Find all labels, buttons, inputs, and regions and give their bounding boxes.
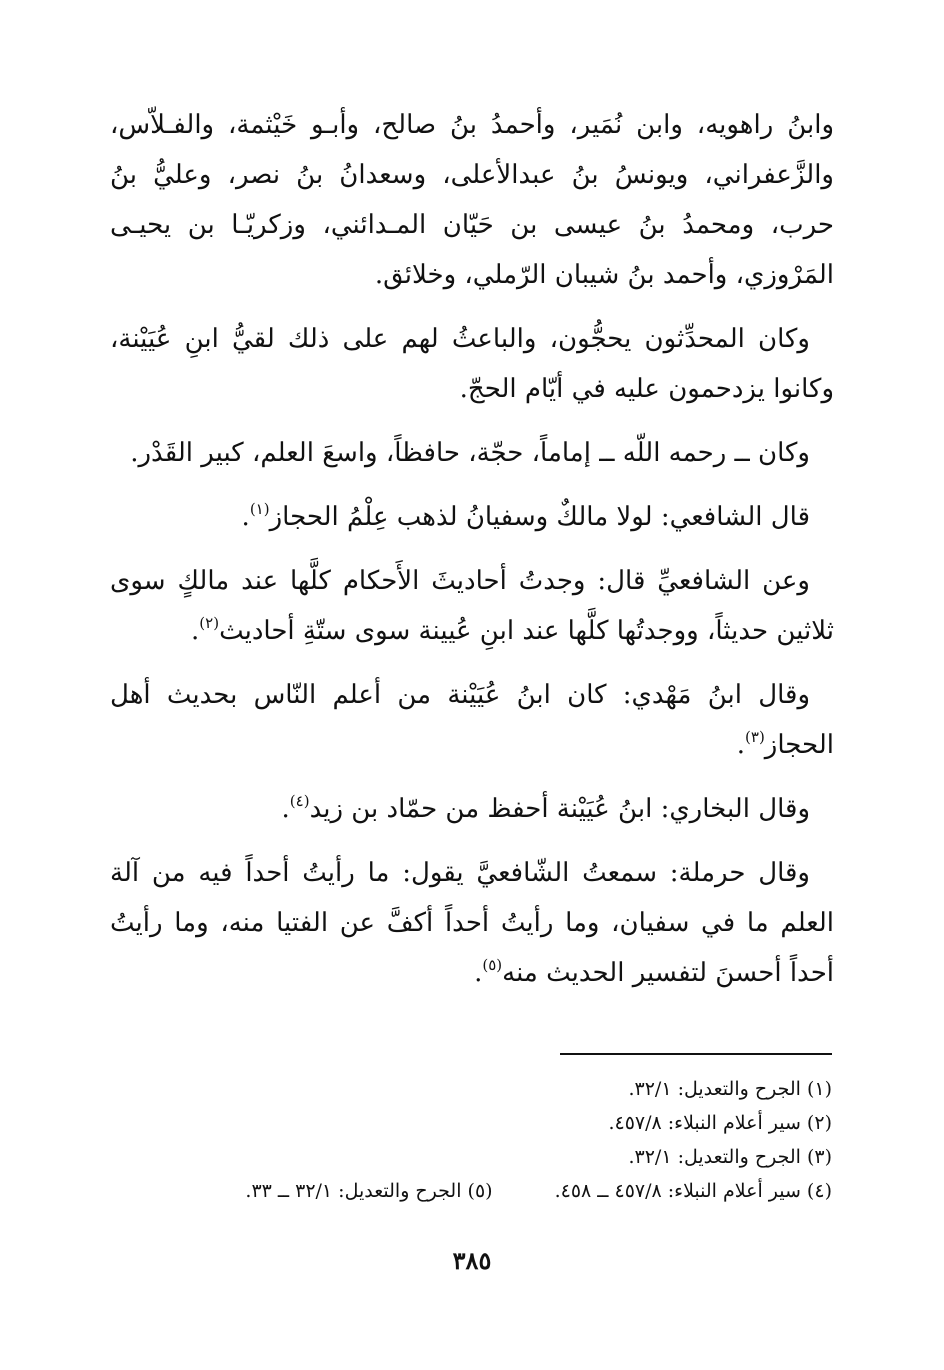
footnote-marker[interactable]: (١): [249, 500, 270, 518]
paragraph-text: وقال حرملة: سمعتُ الشّافعيَّ يقول: ما رأيتُ أحداً فيه من آلة العلم ما في سفيان، وما رأيتُ أحداً أكفَّ عن الفتيا منه، وما رأيتُ أحداً أحسنَ لتفسير الحديث منه: [110, 858, 834, 988]
paragraph-text: وقال البخاري: ابنُ عُيَيْنة أحفظ من حمّاد بن زيد: [309, 794, 810, 824]
paragraph-students: [110, 100, 834, 300]
footnote-5: (٥) الجرح والتعديل: ٣٢/١ ــ ٣٣.: [245, 1180, 493, 1202]
footnote-4: (٤) سير أعلام النبلاء: ٤٥٧/٨ ــ ٤٥٨.: [554, 1180, 832, 1202]
footnote-marker[interactable]: (٢): [199, 614, 220, 632]
paragraph-tail: .: [474, 958, 483, 988]
footnote-3: (٣) الجرح والتعديل: ٣٢/١.: [628, 1146, 832, 1168]
paragraph-ibn-mahdi: [110, 670, 834, 770]
footnote-1: (١) الجرح والتعديل: ٣٢/١.: [628, 1078, 832, 1100]
page-number: ٣٨٥: [452, 1246, 492, 1275]
paragraph-tail: .: [736, 730, 746, 760]
paragraph-shafii-quote: [110, 492, 834, 542]
footnote-line: [110, 1174, 832, 1208]
footnotes: [110, 1072, 832, 1208]
footnote-2: (٢) سير أعلام النبلاء: ٤٥٧/٨.: [608, 1112, 832, 1134]
paragraph-praise: [110, 428, 834, 478]
footnote-marker[interactable]: (٣): [745, 728, 765, 746]
paragraph-hajj: [110, 314, 834, 414]
paragraph-harmala: [110, 848, 834, 998]
footnote-marker[interactable]: (٤): [289, 792, 310, 810]
paragraph-tail: .: [281, 794, 290, 824]
paragraph-text: وكان ــ رحمه اللّه ــ إماماً، حجّة، حافظاً، واسعَ العلم، كبير القَدْر.: [130, 438, 810, 468]
paragraph-text: وكان المحدِّثون يحجُّون، والباعثُ لهم على ذلك لقيُّ ابنِ عُيَيْنة، وكانوا يزدحمون عليه في أيّام الحجّ.: [110, 324, 834, 404]
paragraph-text: وقال ابنُ مَهْدي: كان ابنُ عُيَيْنة من أعلم النّاس بحديث أهل الحجاز: [110, 680, 834, 760]
paragraph-text: قال الشافعي: لولا مالكٌ وسفيانُ لذهب عِلْمُ الحجاز: [269, 502, 810, 532]
paragraph-text: وابنُ راهويه، وابن نُمَير، وأحمدُ بنُ صالح، وأبـو خَيْثمة، والفـلاّس، والزَّعفراني، ويونسُ بنُ عبدالأعلى، وسعدانُ بنُ نصر، وعليُّ بنُ حرب، ومحمدُ بنُ عيسى بن حَيّان المـدائني، وزكريّـا بن يحيـى المَرْوزي، وأحمد بنُ شيبان الرّملي، وخلائق.: [110, 110, 834, 290]
footnote-line: [110, 1106, 832, 1140]
footnote-line: [110, 1072, 832, 1106]
paragraph-tail: .: [241, 502, 250, 532]
paragraph-bukhari: [110, 784, 834, 834]
footnote-separator: [560, 1053, 832, 1055]
footnote-line: [110, 1140, 832, 1174]
main-text: [110, 100, 834, 1012]
paragraph-text: وعن الشافعيِّ قال: وجدتُ أحاديثَ الأَحكام كلَّها عند مالكٍ سوى ثلاثين حديثاً، ووجدتُها كلَّها عند ابنِ عُيينة سوى ستّةِ أحاديث: [110, 566, 834, 646]
footnote-marker[interactable]: (٥): [482, 956, 503, 974]
paragraph-shafii-hadith: [110, 556, 834, 656]
paragraph-tail: .: [191, 616, 200, 646]
